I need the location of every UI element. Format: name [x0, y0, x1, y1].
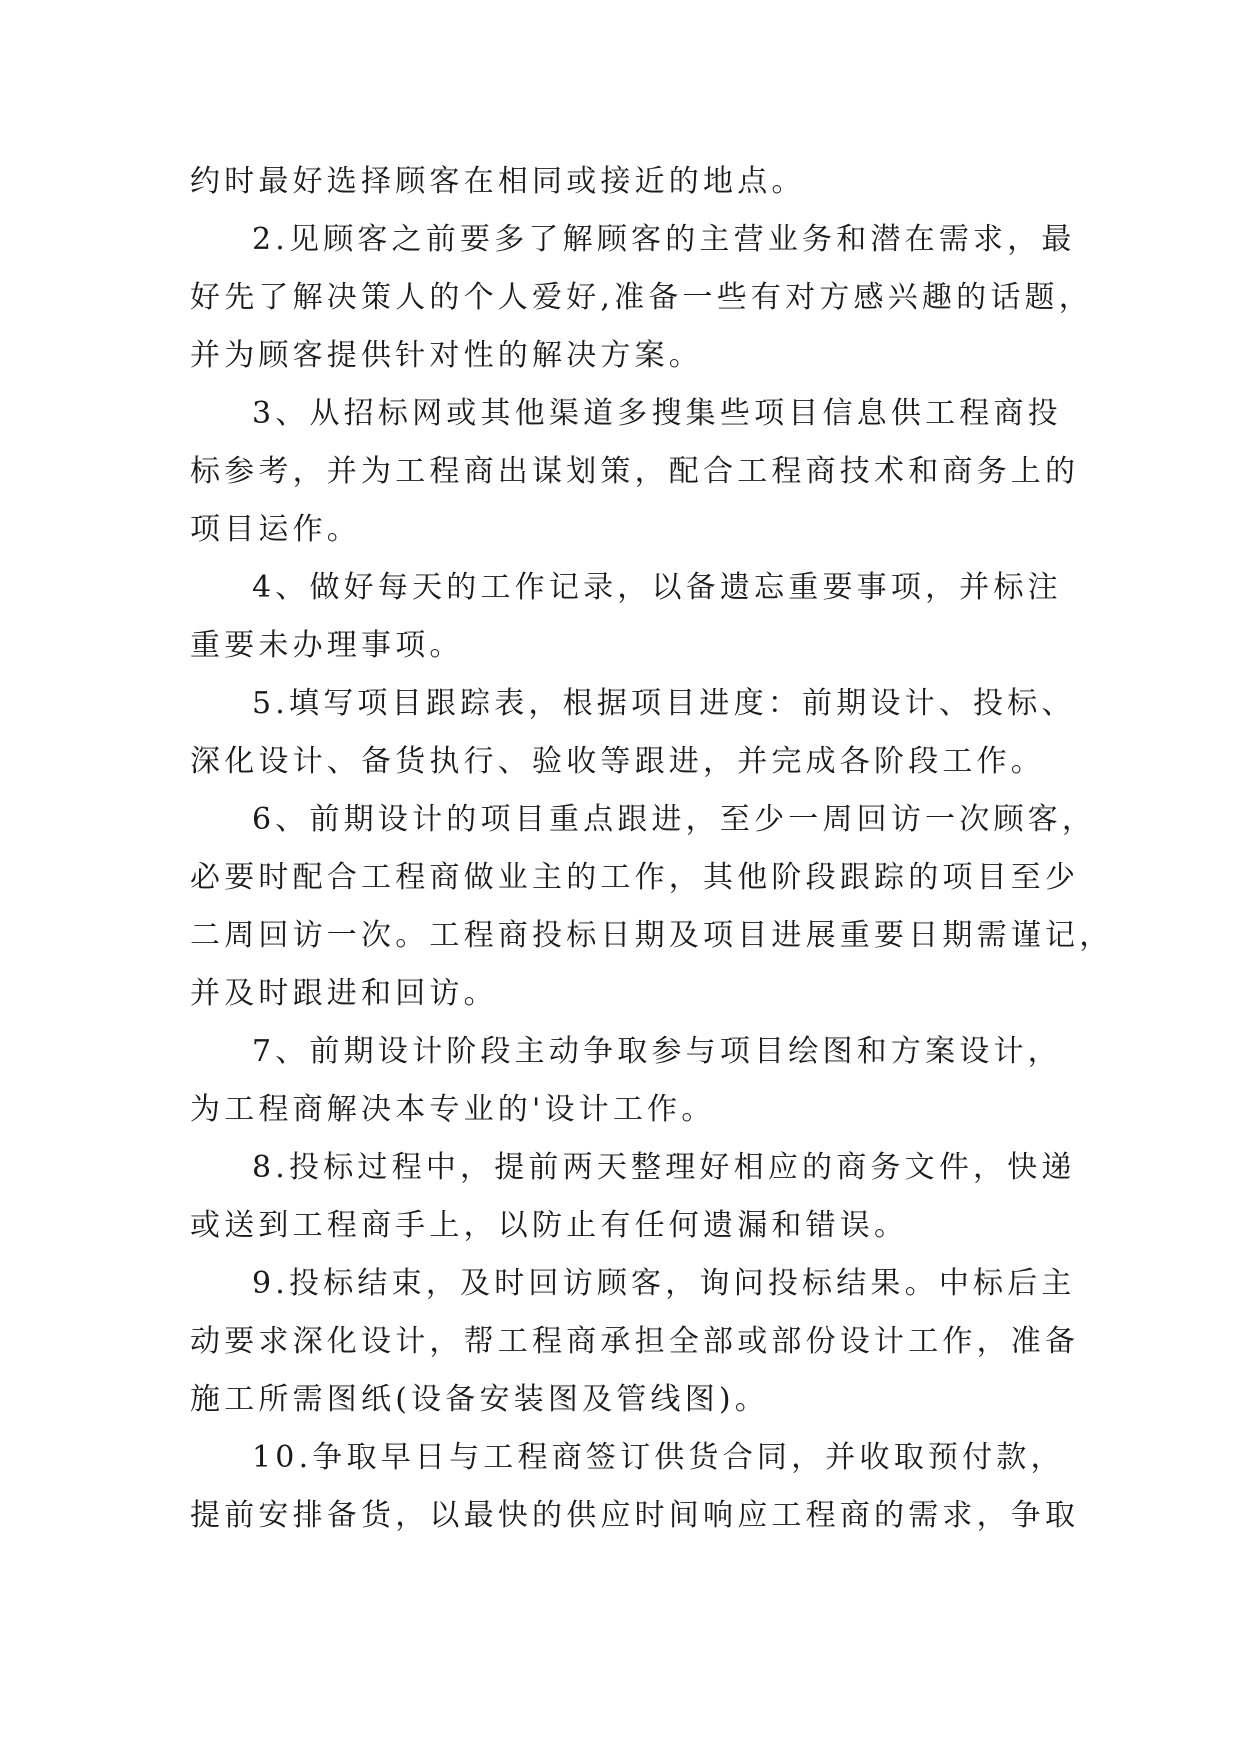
text-line: 二周回访一次。工程商投标日期及项目进展重要日期需谨记，: [190, 918, 1114, 953]
text-line: 必要时配合工程商做业主的工作，其他阶段跟踪的项目至少: [190, 860, 1080, 895]
text-line: 重要未办理事项。: [190, 628, 464, 663]
text-line: 动要求深化设计，帮工程商承担全部或部份设计工作，准备: [190, 1324, 1080, 1359]
text-line: 并为顾客提供针对性的解决方案。: [190, 338, 703, 373]
text-line: 为工程商解决本专业的'设计工作。: [190, 1092, 716, 1127]
text-line: 提前安排备货，以最快的供应时间响应工程商的需求，争取: [190, 1498, 1080, 1533]
text-line: 10.争取早日与工程商签订供货合同，并收取预付款，: [252, 1440, 1065, 1475]
text-line: 3、从招标网或其他渠道多搜集些项目信息供工程商投: [252, 396, 1062, 431]
text-line: 4、做好每天的工作记录，以备遗忘重要事项，并标注: [252, 570, 1062, 605]
text-line: 2.见顾客之前要多了解顾客的主营业务和潜在需求，最: [252, 222, 1076, 257]
text-line: 约时最好选择顾客在相同或接近的地点。: [190, 164, 806, 199]
text-line: 并及时跟进和回访。: [190, 976, 498, 1011]
text-line: 项目运作。: [190, 512, 361, 547]
text-line: 施工所需图纸(设备安装图及管线图)。: [190, 1382, 770, 1417]
text-line: 7、前期设计阶段主动争取参与项目绘图和方案设计，: [252, 1034, 1062, 1069]
text-line: 好先了解决策人的个人爱好,准备一些有对方感兴趣的话题，: [190, 280, 1093, 315]
text-line: 6、前期设计的项目重点跟进，至少一周回访一次顾客，: [252, 802, 1097, 837]
text-line: 5.填写项目跟踪表，根据项目进度：前期设计、投标、: [252, 686, 1076, 721]
text-line: 标参考，并为工程商出谋划策，配合工程商技术和商务上的: [190, 454, 1080, 489]
text-line: 8.投标过程中，提前两天整理好相应的商务文件，快递: [252, 1150, 1076, 1185]
text-line: 9.投标结束，及时回访顾客，询问投标结果。中标后主: [252, 1266, 1076, 1301]
text-line: 深化设计、备货执行、验收等跟进，并完成各阶段工作。: [190, 744, 1045, 779]
text-line: 或送到工程商手上，以防止有任何遗漏和错误。: [190, 1208, 909, 1243]
